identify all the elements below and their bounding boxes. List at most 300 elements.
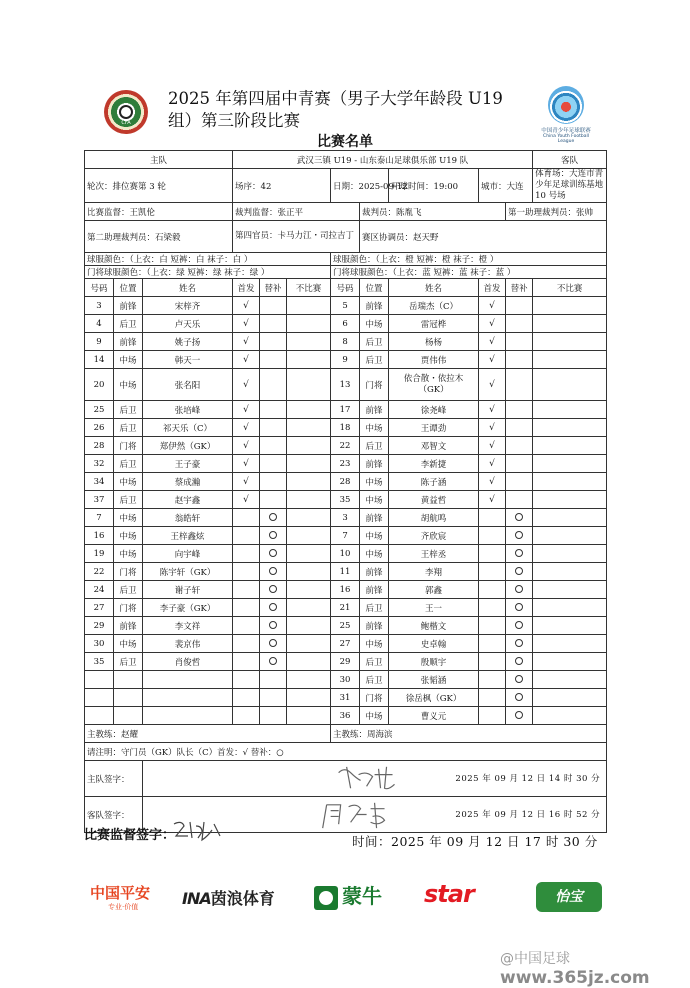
away-player-position: 门将 — [360, 689, 389, 707]
away-player-position: 前锋 — [360, 617, 389, 635]
away-sub-mark — [506, 617, 533, 635]
away-player-position: 中场 — [360, 545, 389, 563]
away-player-name: 黄益哲 — [389, 491, 479, 509]
away-dnp-mark — [533, 437, 607, 455]
sub-circle-icon — [269, 549, 277, 557]
away-player-name: 李翔 — [389, 563, 479, 581]
away-starter-mark: √ — [479, 491, 506, 509]
home-dnp-mark — [287, 545, 331, 563]
home-sub-mark — [260, 419, 287, 437]
coordinator-cell: 赛区协调员：赵天野 — [360, 221, 607, 253]
away-player-position: 后卫 — [360, 351, 389, 369]
col-header-dnp: 不比赛 — [287, 279, 331, 297]
home-player-name: 李子豪（GK） — [143, 599, 233, 617]
away-player-number: 6 — [331, 315, 360, 333]
away-label: 客队 — [533, 151, 607, 169]
away-player-position: 后卫 — [360, 333, 389, 351]
away-player-position: 中场 — [360, 419, 389, 437]
away-dnp-mark — [533, 653, 607, 671]
sponsor-mengniu: 蒙牛 — [314, 880, 406, 914]
away-sub-mark — [506, 473, 533, 491]
table-row — [85, 297, 607, 315]
sub-circle-icon — [269, 585, 277, 593]
away-player-number: 23 — [331, 455, 360, 473]
col-header-number: 号码 — [85, 279, 114, 297]
sub-circle-icon — [269, 531, 277, 539]
home-player-position: 中场 — [114, 369, 143, 401]
note-cell: 请注明：守门员（GK）队长（C）首发：√ 替补：○ — [85, 743, 607, 761]
table-row — [85, 333, 607, 351]
away-player-position: 后卫 — [360, 671, 389, 689]
away-player-name: 齐欣宸 — [389, 527, 479, 545]
away-sub-mark — [506, 401, 533, 419]
referee-cell: 裁判员：陈胤飞 — [360, 203, 506, 221]
home-starter-mark: √ — [233, 491, 260, 509]
away-player-name: 史卓翰 — [389, 635, 479, 653]
away-starter-mark: √ — [479, 401, 506, 419]
away-starter-mark — [479, 599, 506, 617]
home-player-number: 3 — [85, 297, 114, 315]
away-starter-mark — [479, 509, 506, 527]
away-dnp-mark — [533, 635, 607, 653]
away-starter-mark: √ — [479, 419, 506, 437]
home-starter-mark — [233, 617, 260, 635]
away-player-name: 杨杨 — [389, 333, 479, 351]
away-starter-mark — [479, 689, 506, 707]
roster-table — [84, 150, 607, 833]
home-starter-mark — [233, 671, 260, 689]
home-player-position: 中场 — [114, 509, 143, 527]
table-row — [85, 419, 607, 437]
away-player-number: 36 — [331, 707, 360, 725]
home-player-position: 后卫 — [114, 315, 143, 333]
home-player-name: 姚子扬 — [143, 333, 233, 351]
note-row — [85, 743, 607, 761]
away-player-position: 中场 — [360, 473, 389, 491]
home-player-number: 22 — [85, 563, 114, 581]
away-player-position: 后卫 — [360, 437, 389, 455]
away-player-name: 鲍楷文 — [389, 617, 479, 635]
home-player-number: 24 — [85, 581, 114, 599]
away-starter-mark: √ — [479, 351, 506, 369]
away-player-number: 35 — [331, 491, 360, 509]
home-player-number: 26 — [85, 419, 114, 437]
home-sub-mark — [260, 653, 287, 671]
away-starter-mark — [479, 617, 506, 635]
home-starter-mark — [233, 509, 260, 527]
away-player-number: 18 — [331, 419, 360, 437]
home-player-position: 后卫 — [114, 401, 143, 419]
away-player-number: 7 — [331, 527, 360, 545]
home-sub-mark — [260, 707, 287, 725]
home-player-name: 宋梓齐 — [143, 297, 233, 315]
match-row — [85, 151, 607, 169]
home-player-position: 门将 — [114, 563, 143, 581]
player-rows — [85, 297, 607, 725]
cfa-logo-icon: CFA — [104, 90, 148, 134]
away-dnp-mark — [533, 509, 607, 527]
home-starter-mark: √ — [233, 315, 260, 333]
home-player-number: 9 — [85, 333, 114, 351]
away-player-position: 后卫 — [360, 599, 389, 617]
home-player-name: 陈宇轩（GK） — [143, 563, 233, 581]
home-sub-mark — [260, 635, 287, 653]
home-player-position: 中场 — [114, 527, 143, 545]
away-starter-mark: √ — [479, 297, 506, 315]
home-player-name: 韩天一 — [143, 351, 233, 369]
sub-circle-icon — [269, 603, 277, 611]
ar2-cell: 第二助理裁判员：石梁毅 — [85, 221, 233, 253]
away-starter-mark — [479, 707, 506, 725]
away-dnp-mark — [533, 297, 607, 315]
home-player-name: 翁皓轩 — [143, 509, 233, 527]
home-sign-label: 主队签字： — [85, 761, 143, 797]
home-sub-mark — [260, 333, 287, 351]
away-player-name: 曹义元 — [389, 707, 479, 725]
home-sub-mark — [260, 369, 287, 401]
home-player-name: 王子豪 — [143, 455, 233, 473]
sub-circle-icon — [515, 585, 523, 593]
away-player-position: 中场 — [360, 707, 389, 725]
away-player-number: 16 — [331, 581, 360, 599]
away-player-name: 胡航鸣 — [389, 509, 479, 527]
away-player-number: 13 — [331, 369, 360, 401]
table-row — [85, 491, 607, 509]
away-player-name: 王一 — [389, 599, 479, 617]
referee-supervisor-cell: 裁判监督：张正平 — [233, 203, 360, 221]
home-sub-mark — [260, 401, 287, 419]
home-player-position: 前锋 — [114, 333, 143, 351]
home-starter-mark: √ — [233, 351, 260, 369]
home-starter-mark — [233, 635, 260, 653]
home-starter-mark: √ — [233, 455, 260, 473]
away-sub-mark — [506, 599, 533, 617]
away-sub-mark — [506, 563, 533, 581]
document-subtitle: 比赛名单 — [317, 134, 373, 150]
home-player-number: 20 — [85, 369, 114, 401]
date-cell: 日期：2025-09-12 — [331, 169, 389, 203]
away-starter-mark — [479, 671, 506, 689]
away-player-number: 10 — [331, 545, 360, 563]
home-dnp-mark — [287, 437, 331, 455]
col-header-starter: 首发 — [233, 279, 260, 297]
away-sub-mark — [506, 635, 533, 653]
home-player-number — [85, 671, 114, 689]
mengniu-logo-icon — [314, 886, 338, 910]
sub-circle-icon — [515, 549, 523, 557]
document-header — [0, 0, 690, 150]
col-header-name: 姓名 — [143, 279, 233, 297]
away-dnp-mark — [533, 563, 607, 581]
sub-circle-icon — [515, 567, 523, 575]
city-cell: 城市：大连 — [479, 169, 533, 203]
home-sub-mark — [260, 563, 287, 581]
home-player-name: 向宇峰 — [143, 545, 233, 563]
home-starter-mark — [233, 545, 260, 563]
home-kit-cell: 球服颜色：（上衣：白 短裤：白 袜子：白 ） — [85, 253, 331, 266]
home-player-position — [114, 707, 143, 725]
home-dnp-mark — [287, 297, 331, 315]
away-dnp-mark — [533, 491, 607, 509]
col-header-number: 号码 — [331, 279, 360, 297]
kickoff-cell: 开球时间：19:00 — [389, 169, 479, 203]
home-player-name: 张名阳 — [143, 369, 233, 401]
away-player-name: 徐尧峰 — [389, 401, 479, 419]
home-starter-mark — [233, 689, 260, 707]
home-sub-mark — [260, 509, 287, 527]
home-dnp-mark — [287, 581, 331, 599]
col-header-position: 位置 — [360, 279, 389, 297]
home-player-number: 19 — [85, 545, 114, 563]
away-player-name: 李新捷 — [389, 455, 479, 473]
table-row — [85, 509, 607, 527]
home-sub-mark — [260, 351, 287, 369]
away-player-name: 岳瑞杰（C） — [389, 297, 479, 315]
away-dnp-mark — [533, 599, 607, 617]
sub-circle-icon — [515, 675, 523, 683]
home-player-name: 李文祥 — [143, 617, 233, 635]
home-player-position: 门将 — [114, 599, 143, 617]
away-dnp-mark — [533, 671, 607, 689]
table-row — [85, 563, 607, 581]
away-player-number: 21 — [331, 599, 360, 617]
away-dnp-mark — [533, 315, 607, 333]
home-sub-mark — [260, 437, 287, 455]
away-sub-mark — [506, 351, 533, 369]
table-row — [85, 351, 607, 369]
home-player-position: 后卫 — [114, 581, 143, 599]
home-dnp-mark — [287, 617, 331, 635]
sub-circle-icon — [515, 513, 523, 521]
home-sign-time: 2025 年 09 月 12 日 14 时 30 分 — [455, 774, 601, 784]
away-starter-mark: √ — [479, 333, 506, 351]
match-title: 武汉三镇 U19 - 山东泰山足球俱乐部 U19 队 — [233, 151, 533, 169]
home-sub-mark — [260, 297, 287, 315]
officials-row-2 — [85, 221, 607, 253]
away-dnp-mark — [533, 617, 607, 635]
home-player-number: 32 — [85, 455, 114, 473]
away-sub-mark — [506, 581, 533, 599]
away-sign-label: 客队签字： — [85, 797, 143, 833]
away-player-number: 22 — [331, 437, 360, 455]
home-dnp-mark — [287, 473, 331, 491]
home-player-position: 中场 — [114, 635, 143, 653]
home-player-position: 后卫 — [114, 455, 143, 473]
home-starter-mark: √ — [233, 333, 260, 351]
away-player-position: 前锋 — [360, 401, 389, 419]
away-player-name: 郭鑫 — [389, 581, 479, 599]
home-signature-row — [85, 761, 607, 797]
away-player-number: 5 — [331, 297, 360, 315]
away-gk-kit-cell: 门将球服颜色：（上衣：蓝 短裤：蓝 袜子：蓝 ） — [331, 266, 607, 279]
sub-circle-icon — [515, 603, 523, 611]
away-starter-mark: √ — [479, 437, 506, 455]
away-player-number: 30 — [331, 671, 360, 689]
home-player-name — [143, 689, 233, 707]
away-player-position: 前锋 — [360, 581, 389, 599]
away-sub-mark — [506, 455, 533, 473]
away-sub-mark — [506, 653, 533, 671]
away-dnp-mark — [533, 419, 607, 437]
away-kit-cell: 球服颜色：（上衣：橙 短裤：橙 袜子：橙 ） — [331, 253, 607, 266]
col-header-position: 位置 — [114, 279, 143, 297]
home-sub-mark — [260, 581, 287, 599]
home-sub-mark — [260, 491, 287, 509]
away-sub-mark — [506, 545, 533, 563]
away-starter-mark: √ — [479, 369, 506, 401]
sponsor-inna-sports: INA茵浪体育 — [182, 889, 275, 908]
home-player-number: 27 — [85, 599, 114, 617]
home-player-name — [143, 707, 233, 725]
home-sub-mark — [260, 545, 287, 563]
home-dnp-mark — [287, 707, 331, 725]
fourth-official-cell: 第四官员：卡马力江・司拉吉丁 — [233, 221, 360, 253]
home-sub-mark — [260, 473, 287, 491]
sub-circle-icon — [515, 639, 523, 647]
away-player-name: 张韬涵 — [389, 671, 479, 689]
officials-row-1 — [85, 203, 607, 221]
table-row — [85, 599, 607, 617]
home-dnp-mark — [287, 333, 331, 351]
youth-league-logo-icon: 中国青少年足球联赛 China Youth Football League — [538, 86, 594, 144]
home-player-name: 肖俊哲 — [143, 653, 233, 671]
table-row — [85, 689, 607, 707]
away-sub-mark — [506, 707, 533, 725]
sub-circle-icon — [515, 657, 523, 665]
sub-circle-icon — [269, 639, 277, 647]
away-player-position: 后卫 — [360, 653, 389, 671]
home-starter-mark: √ — [233, 297, 260, 315]
home-player-position: 前锋 — [114, 617, 143, 635]
home-player-name: 张培峰 — [143, 401, 233, 419]
home-player-position — [114, 689, 143, 707]
home-player-name: 裴京伟 — [143, 635, 233, 653]
home-coach-cell: 主教练：赵耀 — [85, 725, 331, 743]
away-player-position: 前锋 — [360, 509, 389, 527]
supervisor-sign-time: 时间：2025 年 09 月 12 日 17 时 30 分 — [352, 834, 598, 849]
home-sub-mark — [260, 599, 287, 617]
home-dnp-mark — [287, 671, 331, 689]
home-dnp-mark — [287, 419, 331, 437]
home-player-number — [85, 707, 114, 725]
home-player-name: 赵宇鑫 — [143, 491, 233, 509]
away-sub-mark — [506, 369, 533, 401]
home-dnp-mark — [287, 653, 331, 671]
home-sub-mark — [260, 671, 287, 689]
table-row — [85, 401, 607, 419]
sub-circle-icon — [515, 621, 523, 629]
home-player-name — [143, 671, 233, 689]
away-dnp-mark — [533, 689, 607, 707]
table-row — [85, 545, 607, 563]
table-row — [85, 369, 607, 401]
home-player-name: 卢天乐 — [143, 315, 233, 333]
away-player-number: 11 — [331, 563, 360, 581]
sub-circle-icon — [269, 621, 277, 629]
table-row — [85, 527, 607, 545]
home-player-name: 郑伊然（GK） — [143, 437, 233, 455]
table-row — [85, 437, 607, 455]
away-player-position: 中场 — [360, 527, 389, 545]
home-sub-mark — [260, 527, 287, 545]
home-dnp-mark — [287, 599, 331, 617]
home-player-position — [114, 671, 143, 689]
kit-row-2 — [85, 266, 607, 279]
home-dnp-mark — [287, 689, 331, 707]
away-sub-mark — [506, 689, 533, 707]
away-player-number: 9 — [331, 351, 360, 369]
away-dnp-mark — [533, 401, 607, 419]
away-starter-mark: √ — [479, 473, 506, 491]
home-player-name: 蔡成瀚 — [143, 473, 233, 491]
away-coach-cell: 主教练：周海滨 — [331, 725, 607, 743]
away-dnp-mark — [533, 527, 607, 545]
home-player-number: 37 — [85, 491, 114, 509]
home-dnp-mark — [287, 315, 331, 333]
home-starter-mark — [233, 653, 260, 671]
away-starter-mark — [479, 653, 506, 671]
away-starter-mark: √ — [479, 315, 506, 333]
sub-circle-icon — [515, 531, 523, 539]
home-player-position: 前锋 — [114, 297, 143, 315]
col-header-dnp: 不比赛 — [533, 279, 607, 297]
away-player-number: 27 — [331, 635, 360, 653]
col-header-sub: 替补 — [260, 279, 287, 297]
away-starter-mark — [479, 545, 506, 563]
home-player-number: 35 — [85, 653, 114, 671]
away-player-number: 28 — [331, 473, 360, 491]
away-player-position: 门将 — [360, 369, 389, 401]
home-sub-mark — [260, 689, 287, 707]
home-player-number: 25 — [85, 401, 114, 419]
away-player-position: 中场 — [360, 491, 389, 509]
away-player-name: 王梓丞 — [389, 545, 479, 563]
home-player-name: 祁天乐（C） — [143, 419, 233, 437]
supervisor-sign-label: 比赛监督签字： — [84, 828, 176, 843]
home-player-name: 王梓鑫炫 — [143, 527, 233, 545]
sub-circle-icon — [269, 657, 277, 665]
away-starter-mark — [479, 527, 506, 545]
home-starter-mark: √ — [233, 419, 260, 437]
home-starter-mark — [233, 563, 260, 581]
away-player-number: 25 — [331, 617, 360, 635]
column-header-row — [85, 279, 607, 297]
sub-circle-icon — [515, 693, 523, 701]
home-player-number: 29 — [85, 617, 114, 635]
away-player-name: 王谭劲 — [389, 419, 479, 437]
home-starter-mark: √ — [233, 473, 260, 491]
home-dnp-mark — [287, 563, 331, 581]
home-player-number: 14 — [85, 351, 114, 369]
home-starter-mark: √ — [233, 401, 260, 419]
away-dnp-mark — [533, 351, 607, 369]
sub-circle-icon — [515, 711, 523, 719]
table-row — [85, 315, 607, 333]
home-starter-mark: √ — [233, 369, 260, 401]
away-player-position: 前锋 — [360, 563, 389, 581]
home-starter-mark: √ — [233, 437, 260, 455]
away-sub-mark — [506, 491, 533, 509]
away-player-position: 中场 — [360, 315, 389, 333]
ar1-cell: 第一助理裁判员：张帅 — [506, 203, 607, 221]
home-player-position: 中场 — [114, 351, 143, 369]
home-player-position: 后卫 — [114, 491, 143, 509]
home-sub-mark — [260, 315, 287, 333]
table-row — [85, 617, 607, 635]
home-player-number — [85, 689, 114, 707]
away-player-name: 雷冠桦 — [389, 315, 479, 333]
home-player-position: 中场 — [114, 545, 143, 563]
